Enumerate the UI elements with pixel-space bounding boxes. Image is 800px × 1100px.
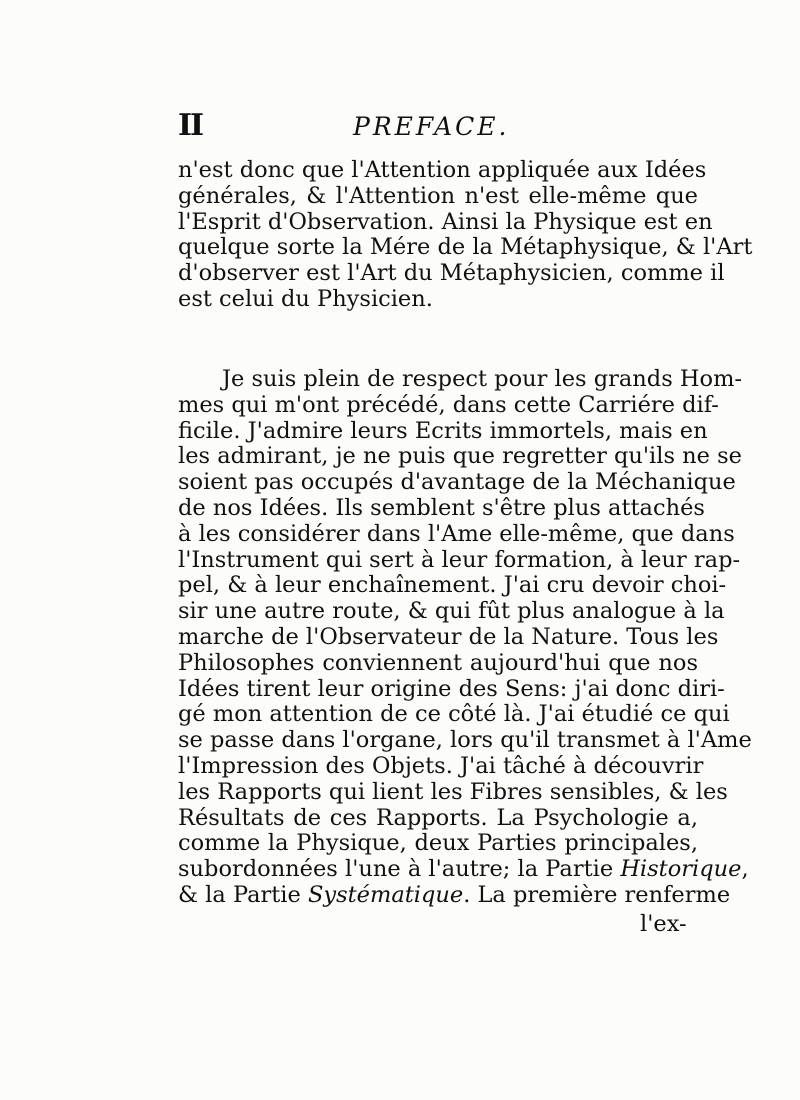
text-line: l'Esprit d'Observation. Ainsi la Physique est en bbox=[178, 208, 713, 235]
text-line: quelque sorte la Mére de la Métaphysique, & l'Art bbox=[178, 234, 753, 261]
italic-term: Systématique bbox=[307, 881, 464, 908]
text-line: les Rapports qui lient les Fibres sensibles, & les bbox=[178, 778, 728, 805]
running-head bbox=[178, 108, 698, 148]
text-line: mes qui m'ont précédé, dans cette Carriére dif- bbox=[178, 391, 719, 418]
text-line: marche de l'Observateur de la Nature. Tous les bbox=[178, 623, 719, 650]
text-line: est celui du Physicien. bbox=[178, 285, 433, 312]
text-line: sir une autre route, & qui fût plus analogue à la bbox=[178, 598, 725, 625]
text-line: générales, & l'Attention n'est elle-même que bbox=[178, 182, 698, 209]
text-line: ficile. J'admire leurs Ecrits immortels, mais en bbox=[178, 417, 708, 444]
text-line-with-italic bbox=[178, 856, 749, 883]
paragraph-1 bbox=[178, 157, 753, 313]
text-line: pel, & à leur enchaînement. J'ai cru devoir choi- bbox=[178, 572, 727, 599]
running-title: PREFACE. bbox=[353, 112, 510, 141]
text-segment: . La première renferme bbox=[463, 881, 731, 908]
text-line: Je suis plein de respect pour les grands Hom- bbox=[222, 366, 743, 392]
text-segment: & la Partie bbox=[178, 881, 308, 908]
text-segment: subordonnées l'une à l'autre; la Partie bbox=[178, 856, 621, 883]
italic-term: Historique bbox=[620, 856, 742, 883]
text-segment: , bbox=[741, 856, 749, 883]
text-line: d'observer est l'Art du Métaphysicien, comme il bbox=[178, 260, 725, 287]
text-line: Résultats de ces Rapports. La Psychologie a, bbox=[178, 804, 698, 831]
text-line: à les considérer dans l'Ame elle-même, que dans bbox=[178, 520, 735, 547]
paragraph-2 bbox=[178, 366, 752, 909]
text-line: soient pas occupés d'avantage de la Méchanique bbox=[178, 469, 736, 496]
text-line: Idées tirent leur origine des Sens: j'ai donc diri- bbox=[178, 675, 725, 702]
text-line: n'est donc que l'Attention appliquée aux Idées bbox=[178, 157, 707, 183]
text-line: comme la Physique, deux Parties principales, bbox=[178, 830, 698, 857]
text-line: l'Instrument qui sert à leur formation, à leur rap- bbox=[178, 546, 741, 573]
text-line: les admirant, je ne puis que regretter qu'ils ne se bbox=[178, 443, 742, 470]
catchword: l'ex- bbox=[640, 911, 687, 937]
text-line: l'Impression des Objets. J'ai tâché à découvrir bbox=[178, 752, 704, 779]
text-line: gé mon attention de ce côté là. J'ai étudié ce qui bbox=[178, 701, 730, 728]
text-line: se passe dans l'organe, lors qu'il transmet à l'Ame bbox=[178, 727, 752, 754]
page-number: II bbox=[178, 108, 203, 143]
text-line-with-italic bbox=[178, 881, 731, 909]
text-line: Philosophes conviennent aujourd'hui que nos bbox=[178, 649, 698, 676]
text-line: de nos Idées. Ils semblent s'être plus attachés bbox=[178, 494, 705, 521]
